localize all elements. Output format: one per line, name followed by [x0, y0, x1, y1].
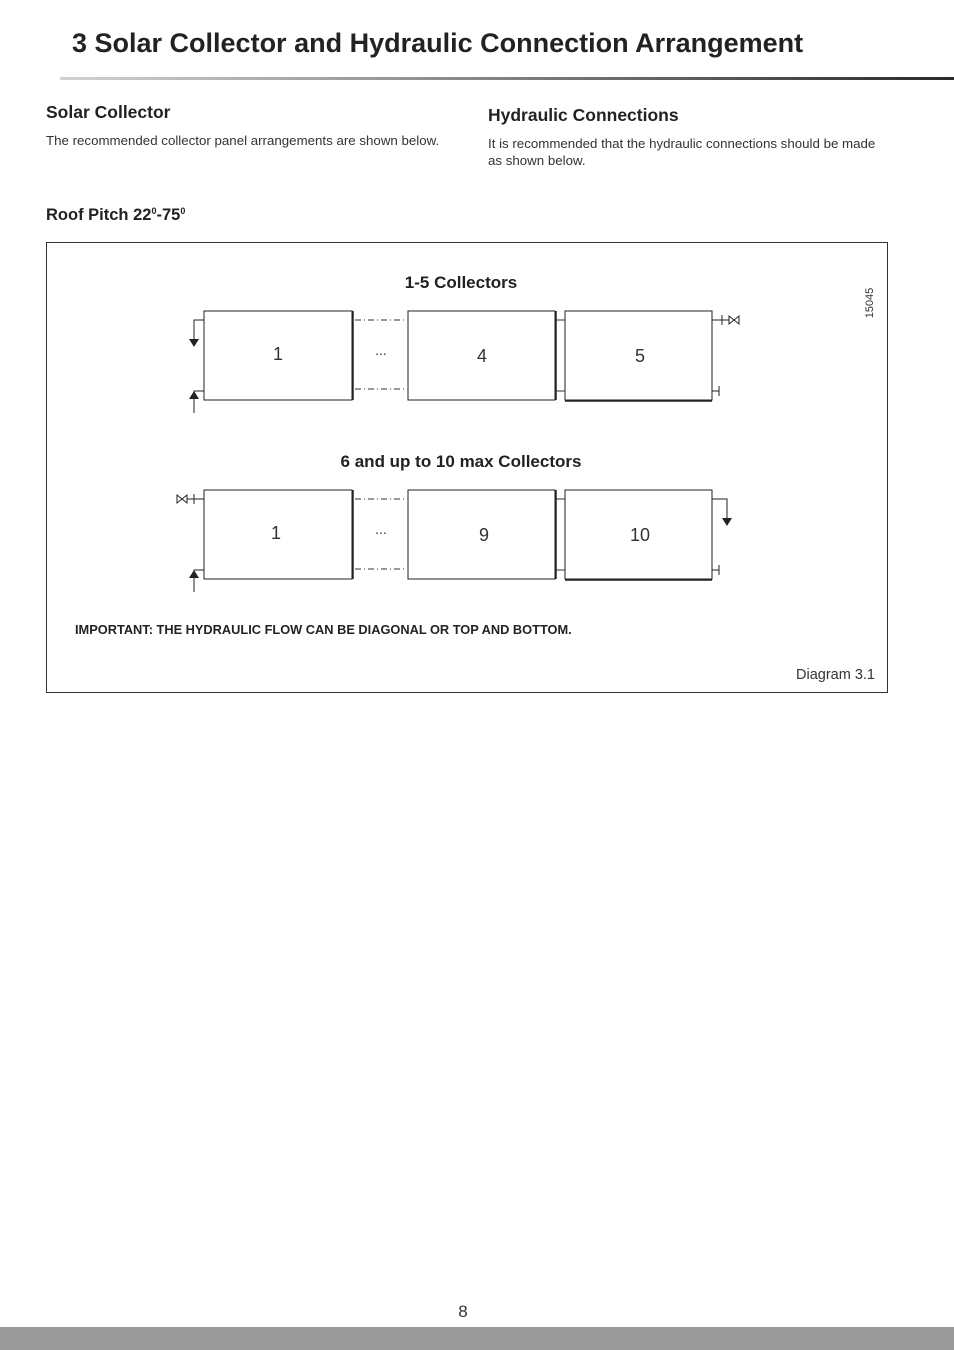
panel-number: 9 — [478, 525, 490, 545]
degree-mark: 0 — [151, 206, 157, 216]
arrangement-2-panels — [204, 490, 712, 580]
arrangement-1-panels — [204, 311, 712, 401]
diagram-caption: Diagram 3.1 — [796, 667, 875, 683]
panel-number: 4 — [476, 346, 488, 366]
drawing-code: 15045 — [864, 287, 876, 319]
page-title: 3 Solar Collector and Hydraulic Connection Arrangement — [72, 28, 804, 58]
flow-arrow-down-icon — [712, 499, 727, 522]
roof-pitch-heading — [46, 206, 185, 225]
solar-collector-text: The recommended collector panel arrangements are shown below. — [46, 133, 440, 148]
valve-icon — [177, 494, 204, 504]
ellipsis: ... — [375, 342, 387, 358]
panel-number: 5 — [634, 346, 646, 366]
diagram-frame — [46, 242, 888, 693]
roof-pitch-label: Roof Pitch 22 — [46, 206, 152, 224]
ellipsis: ... — [375, 521, 387, 537]
end-cap-icon — [712, 565, 719, 575]
title-rule — [60, 77, 954, 80]
important-note: IMPORTANT: THE HYDRAULIC FLOW CAN BE DIAGONAL OR TOP AND BOTTOM. — [75, 622, 572, 637]
hydraulic-connections-heading: Hydraulic Connections — [488, 105, 679, 125]
panel-number: 1 — [272, 344, 284, 364]
arrangement-2-heading: 6 and up to 10 max Collectors — [340, 452, 582, 471]
footer-bar — [0, 1327, 954, 1350]
page-number: 8 — [458, 1302, 468, 1321]
panel-number: 1 — [270, 523, 282, 543]
flow-arrow-down-icon — [194, 320, 204, 343]
degree-mark: 0 — [180, 206, 186, 216]
pipe-line — [194, 570, 204, 582]
valve-icon — [712, 315, 739, 325]
hydraulic-connections-text: It is recommended that the hydraulic connections should be made as shown below. — [488, 136, 876, 168]
pipe-line — [194, 391, 204, 403]
panel-number: 10 — [629, 525, 651, 545]
arrangement-1-heading: 1-5 Collectors — [404, 273, 518, 292]
end-cap-icon — [712, 386, 719, 396]
solar-collector-heading: Solar Collector — [46, 102, 171, 122]
roof-pitch-separator: -75 — [156, 206, 181, 224]
